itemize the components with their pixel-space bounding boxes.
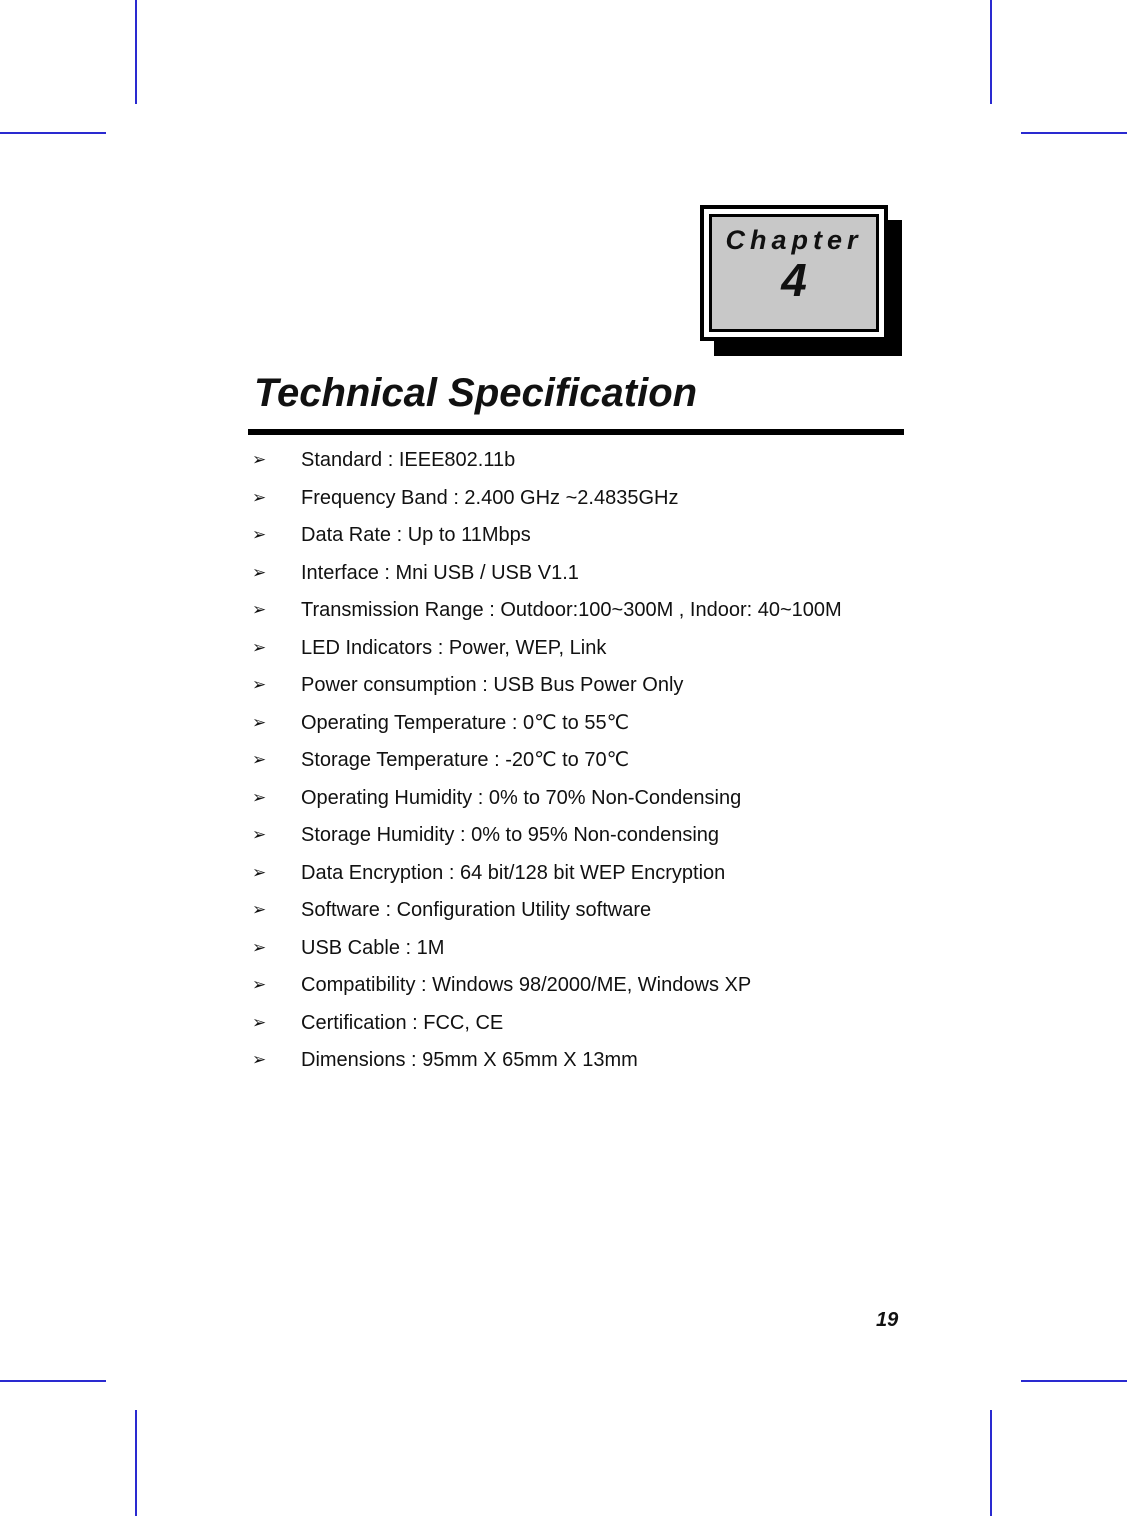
- spec-text: Software : Configuration Utility software: [301, 899, 652, 921]
- arrow-bullet-icon: ➢: [252, 487, 267, 508]
- crop-mark-bottom-left-horizontal: [0, 1380, 106, 1382]
- arrow-bullet-icon: ➢: [252, 1050, 267, 1070]
- crop-mark-bottom-right-vertical: [990, 1410, 992, 1516]
- spec-text: Frequency Band : 2.400 GHz ~2.4835GHz: [301, 486, 679, 509]
- arrow-bullet-icon: ➢: [252, 975, 267, 995]
- page-title: Technical Specification: [254, 371, 698, 415]
- crop-mark-bottom-left-vertical: [135, 1410, 137, 1516]
- arrow-bullet-icon: ➢: [252, 937, 267, 958]
- spec-text: Operating Temperature : 0℃ to 55℃: [301, 711, 630, 734]
- spec-text: Dimensions : 95mm X 65mm X 13mm: [301, 1049, 638, 1071]
- crop-mark-top-left-vertical: [135, 0, 137, 104]
- chapter-badge-inner: [709, 214, 879, 332]
- arrow-bullet-icon: ➢: [252, 562, 267, 583]
- arrow-bullet-icon: ➢: [252, 525, 267, 545]
- spec-text: Certification : FCC, CE: [301, 1011, 504, 1034]
- crop-mark-top-right-vertical: [990, 0, 992, 104]
- spec-text: LED Indicators : Power, WEP, Link: [301, 636, 607, 659]
- spec-text: Data Rate : Up to 11Mbps: [301, 524, 531, 546]
- crop-mark-top-right-horizontal: [1021, 132, 1127, 134]
- arrow-bullet-icon: ➢: [252, 862, 267, 883]
- arrow-bullet-icon: ➢: [252, 712, 267, 733]
- arrow-bullet-icon: ➢: [252, 787, 267, 808]
- spec-text: Interface : Mni USB / USB V1.1: [301, 561, 579, 584]
- arrow-bullet-icon: ➢: [252, 750, 267, 770]
- arrow-bullet-icon: ➢: [252, 900, 267, 920]
- chapter-number: 4: [781, 254, 807, 306]
- page-number: 19: [876, 1309, 899, 1331]
- arrow-bullet-icon: ➢: [252, 450, 267, 470]
- spec-text: Operating Humidity : 0% to 70% Non-Condensing: [301, 786, 742, 809]
- chapter-label: Chapter: [725, 225, 863, 255]
- spec-text: USB Cable : 1M: [301, 936, 445, 959]
- spec-text: Standard : IEEE802.11b: [301, 449, 516, 471]
- spec-text: Storage Humidity : 0% to 95% Non-condensing: [301, 824, 720, 846]
- spec-text: Data Encryption : 64 bit/128 bit WEP Encryption: [301, 861, 726, 884]
- arrow-bullet-icon: ➢: [252, 600, 267, 620]
- chapter-badge: [700, 205, 888, 341]
- spec-text: Power consumption : USB Bus Power Only: [301, 674, 684, 696]
- arrow-bullet-icon: ➢: [252, 1012, 267, 1033]
- crop-mark-top-left-horizontal: [0, 132, 106, 134]
- crop-mark-bottom-right-horizontal: [1021, 1380, 1127, 1382]
- arrow-bullet-icon: ➢: [252, 675, 267, 695]
- spec-text: Compatibility : Windows 98/2000/ME, Windows XP: [301, 974, 752, 996]
- arrow-bullet-icon: ➢: [252, 825, 267, 845]
- spec-text: Storage Temperature : -20℃ to 70℃: [301, 749, 630, 771]
- arrow-bullet-icon: ➢: [252, 637, 267, 658]
- spec-text: Transmission Range : Outdoor:100~300M , Indoor: 40~100M: [301, 599, 842, 621]
- title-underline-rule: [248, 429, 904, 435]
